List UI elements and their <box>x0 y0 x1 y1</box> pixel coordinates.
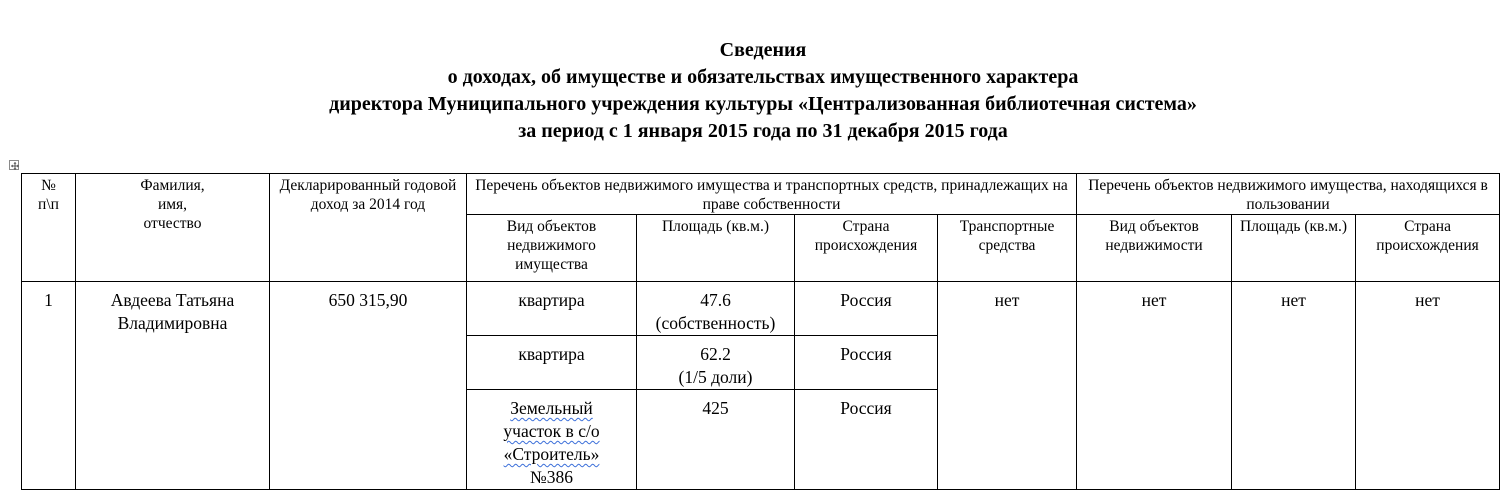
title-line-4: за период с 1 января 2015 года по 31 декабря 2015 года <box>518 120 1008 142</box>
cell-property-area-3: 425 <box>637 390 795 490</box>
cell-property-area-2: 62.2 (1/5 доли) <box>637 336 795 390</box>
cell-property-type-2: квартира <box>467 336 637 390</box>
header-owned-type: Вид объектов недвижимого имущества <box>467 215 637 282</box>
header-owned-area: Площадь (кв.м.) <box>637 215 795 282</box>
header-full-name: Фамилия, имя, отчество <box>76 174 270 282</box>
header-used-area: Площадь (кв.м.) <box>1232 215 1356 282</box>
title-line-3: директора Муниципального учреждения культуры «Централизованная библиотечная система» <box>329 93 1197 115</box>
cell-vehicles: нет <box>938 282 1077 490</box>
property-type-3-line-1: Земельный <box>510 398 593 418</box>
cell-used-area: нет <box>1232 282 1356 490</box>
cell-property-country-3: Россия <box>795 390 938 490</box>
cell-property-country-1: Россия <box>795 282 938 336</box>
header-used-type: Вид объектов недвижимости <box>1077 215 1232 282</box>
title-line-1: Сведения <box>719 39 807 61</box>
header-vehicles: Транспортные средства <box>938 215 1077 282</box>
property-type-3-line-2: участок в с/о <box>503 421 600 441</box>
cell-declared-income: 650 315,90 <box>270 282 467 490</box>
property-type-3-line-3: «Строитель» <box>503 444 600 464</box>
cell-full-name: Авдеева Татьяна Владимировна <box>76 282 270 490</box>
document-title <box>0 37 1502 145</box>
title-line-2: о доходах, об имуществе и обязательствах имущественного характера <box>447 66 1079 88</box>
declaration-table <box>21 173 1500 490</box>
header-owned-property-group: Перечень объектов недвижимого имущества и транспортных средств, принадлежащих на праве собственности <box>467 174 1077 215</box>
header-number: № п\п <box>22 174 76 282</box>
cell-used-country: нет <box>1356 282 1500 490</box>
cell-property-area-1: 47.6 (собственность) <box>637 282 795 336</box>
property-type-3-line-4: №386 <box>530 467 573 487</box>
table-move-handle-icon[interactable] <box>9 160 19 170</box>
cell-used-type: нет <box>1077 282 1232 490</box>
table-row <box>22 282 1500 336</box>
cell-property-country-2: Россия <box>795 336 938 390</box>
header-used-property-group: Перечень объектов недвижимого имущества, находящихся в пользовании <box>1077 174 1500 215</box>
header-declared-income: Декларированный годовой доход за 2014 год <box>270 174 467 282</box>
cell-property-type-3 <box>467 390 637 490</box>
header-owned-country: Страна происхождения <box>795 215 938 282</box>
header-used-country: Страна происхождения <box>1356 215 1500 282</box>
cell-property-type-1: квартира <box>467 282 637 336</box>
cell-number: 1 <box>22 282 76 490</box>
